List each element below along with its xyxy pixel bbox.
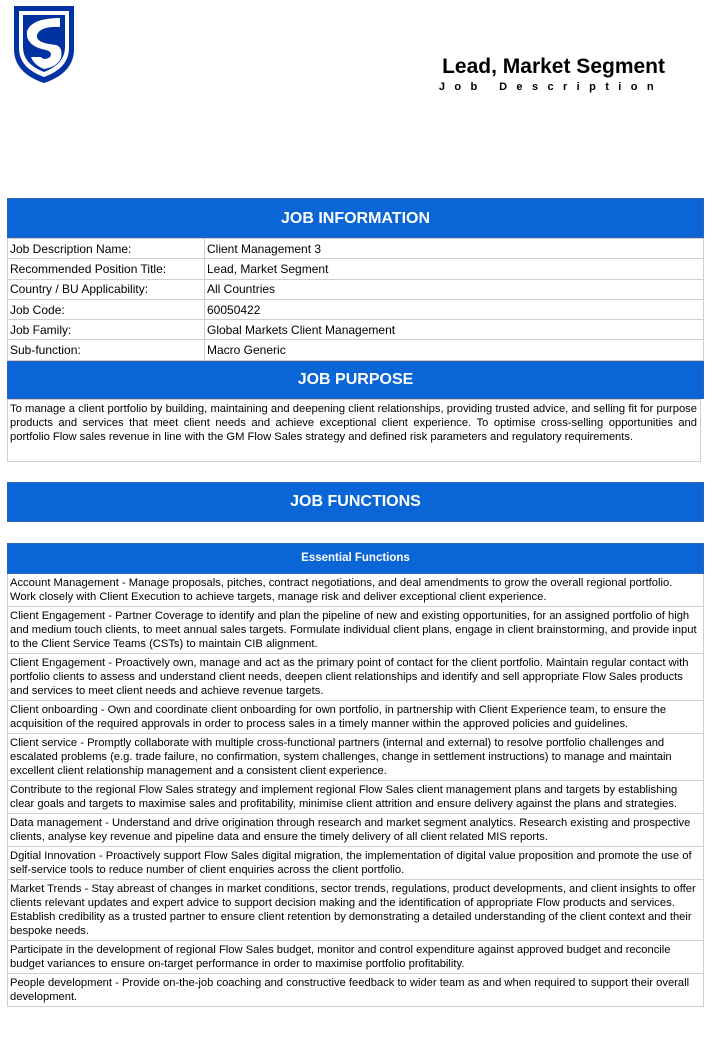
info-row [8, 239, 704, 259]
function-item: Data management - Understand and drive origination through research and market segment analytics. Research existing and prospective clients, analyse key revenue and pipeline data and ensure the timely delivery of all client related MIS reports. [7, 814, 704, 847]
job-purpose-heading: JOB PURPOSE [7, 361, 704, 399]
function-item: Contribute to the regional Flow Sales strategy and implement regional Flow Sales client management plans and targets by establishing clear goals and targets to maximise sales and profitability, minimise client attrition and ensure delivery against the plans and strategies. [7, 781, 704, 814]
info-value: Global Markets Client Management [205, 320, 704, 340]
function-item: Dgitial Innovation - Proactively support Flow Sales digital migration, the implementation of digital value proposition and promote the use of self-service tools to reduce number of client enquiries across the client portfolio. [7, 847, 704, 880]
info-row [8, 259, 704, 279]
document-subtitle: Job Description [438, 81, 663, 93]
function-item: Account Management - Manage proposals, pitches, contract negotiations, and deal amendments to grow the overall regional portfolio. Work closely with Client Execution to achieve targets, manage risk and deliver exceptional client experience. [7, 574, 704, 607]
essential-functions-heading: Essential Functions [7, 543, 704, 574]
document-title: Lead, Market Segment [442, 55, 665, 78]
info-row [8, 279, 704, 299]
info-label: Country / BU Applicability: [8, 279, 205, 299]
info-row [8, 320, 704, 340]
info-value: Client Management 3 [205, 239, 704, 259]
function-item: People development - Provide on-the-job coaching and constructive feedback to wider team as and when required to support their overall development. [7, 974, 704, 1007]
info-value: Lead, Market Segment [205, 259, 704, 279]
bank-shield-logo-icon [10, 3, 78, 85]
info-label: Sub-function: [8, 340, 205, 360]
info-value: 60050422 [205, 299, 704, 319]
function-item: Client service - Promptly collaborate with multiple cross-functional partners (internal and external) to resolve portfolio challenges and escalated problems (e.g. trade failure, no confirmation, system challenges, change in settlement instructions) to manage and maintain excellent client relationship management and a consistent client experience. [7, 734, 704, 781]
function-item: Client onboarding - Own and coordinate client onboarding for own portfolio, in partnership with Client Experience team, to ensure the acquisition of the required approvals in order to process sales in a timely manner within the approved policies and guidelines. [7, 701, 704, 734]
function-item: Participate in the development of regional Flow Sales budget, monitor and control expenditure against approved budget and reconcile budget variances to ensure on-target performance in order to maximise portfolio profitability. [7, 941, 704, 974]
essential-functions-list [7, 574, 704, 1007]
job-purpose-text: To manage a client portfolio by building, maintaining and deepening client relationships, providing trusted advice, and selling fit for purpose products and services that meet client needs and achieve exceptional client experience. To optimise cross-selling opportunities and portfolio Flow sales revenue in line with the GM Flow Sales strategy and defined risk parameters and regulatory requirements. [7, 399, 701, 462]
info-value: All Countries [205, 279, 704, 299]
info-label: Job Code: [8, 299, 205, 319]
function-item: Market Trends - Stay abreast of changes in market conditions, sector trends, regulations, product developments, and client insights to offer clients relevant updates and expert advice to support decision making and the identification of appropriate Flow products and services. Establish credibility as a trusted partner to ensure client retention by demonstrating a detailed understanding of the client context and their bespoke needs. [7, 880, 704, 941]
job-functions-heading: JOB FUNCTIONS [7, 482, 704, 522]
info-row [8, 299, 704, 319]
function-item: Client Engagement - Partner Coverage to identify and plan the pipeline of new and existing opportunities, for an assigned portfolio of high and medium touch clients, to meet annual sales targets. Formulate individual client plans, engage in client brainstorming, and provide input to the Client Service Teams (CSTs) to maintain CIB alignment. [7, 607, 704, 654]
info-row [8, 340, 704, 360]
job-information-table [7, 238, 704, 361]
info-value: Macro Generic [205, 340, 704, 360]
function-item: Client Engagement - Proactively own, manage and act as the primary point of contact for the client portfolio. Maintain regular contact with portfolio clients to assess and understand client needs, deepen client relationships and identify and sell appropriate Flow Sales products and services to meet client needs and achieve revenue targets. [7, 654, 704, 701]
info-label: Job Description Name: [8, 239, 205, 259]
info-label: Job Family: [8, 320, 205, 340]
job-information-heading: JOB INFORMATION [7, 198, 704, 238]
info-label: Recommended Position Title: [8, 259, 205, 279]
